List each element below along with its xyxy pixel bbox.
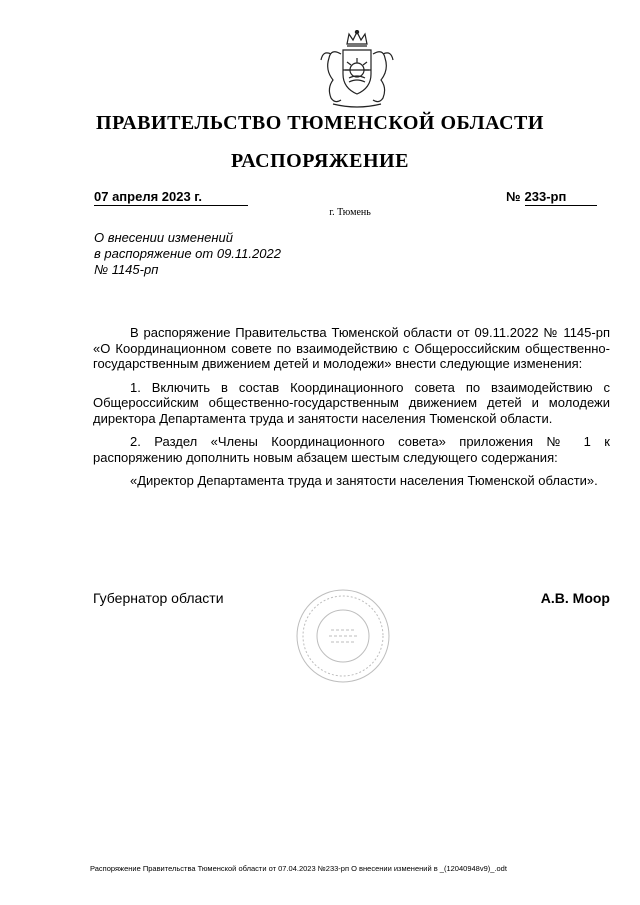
subject-line: № 1145-рп xyxy=(94,262,159,277)
document-subject xyxy=(94,230,354,278)
number-value: 233-рп xyxy=(525,189,597,206)
city-name: г. Тюмень xyxy=(329,207,371,218)
body-paragraph: «Директор Департамента труда и занятости населения Тюменской области». xyxy=(130,473,598,488)
body-paragraph: В распоряжение Правительства Тюменской области от 09.11.2022 № 1145-рп «О Координационном совете по взаимодействию с Общероссийским общественно-государственным движением детей и молодежи» внести следующие изменения: xyxy=(93,325,610,371)
footer-filename: Распоряжение Правительства Тюменской области от 07.04.2023 №233-рп О внесении изменений в _(12040948v9)_.odt xyxy=(90,864,507,873)
seal-icon xyxy=(293,586,393,686)
body-paragraph: 2. Раздел «Члены Координационного совета» приложения № 1 к распоряжению дополнить новым абзацем шестым следующего содержания: xyxy=(93,434,610,465)
document-type: РАСПОРЯЖЕНИЕ xyxy=(231,150,409,172)
signer-title: Губернатор области xyxy=(93,590,224,606)
government-name: ПРАВИТЕЛЬСТВО ТЮМЕНСКОЙ ОБЛАСТИ xyxy=(96,112,544,134)
document-body xyxy=(93,325,610,497)
document-number xyxy=(506,189,597,206)
subject-line: в распоряжение от 09.11.2022 xyxy=(94,246,281,261)
number-sign: № xyxy=(506,189,521,204)
signer-name: А.В. Моор xyxy=(540,590,610,606)
body-paragraph: 1. Включить в состав Координационного совета по взаимодействию с Общероссийским общественно-государственным движением детей и молодежи директора Департамента труда и занятости населения Тюменской области. xyxy=(93,379,610,426)
subject-line: О внесении изменений xyxy=(94,230,233,245)
coat-of-arms-icon xyxy=(313,30,401,110)
document-date: 07 апреля 2023 г. xyxy=(94,189,248,206)
